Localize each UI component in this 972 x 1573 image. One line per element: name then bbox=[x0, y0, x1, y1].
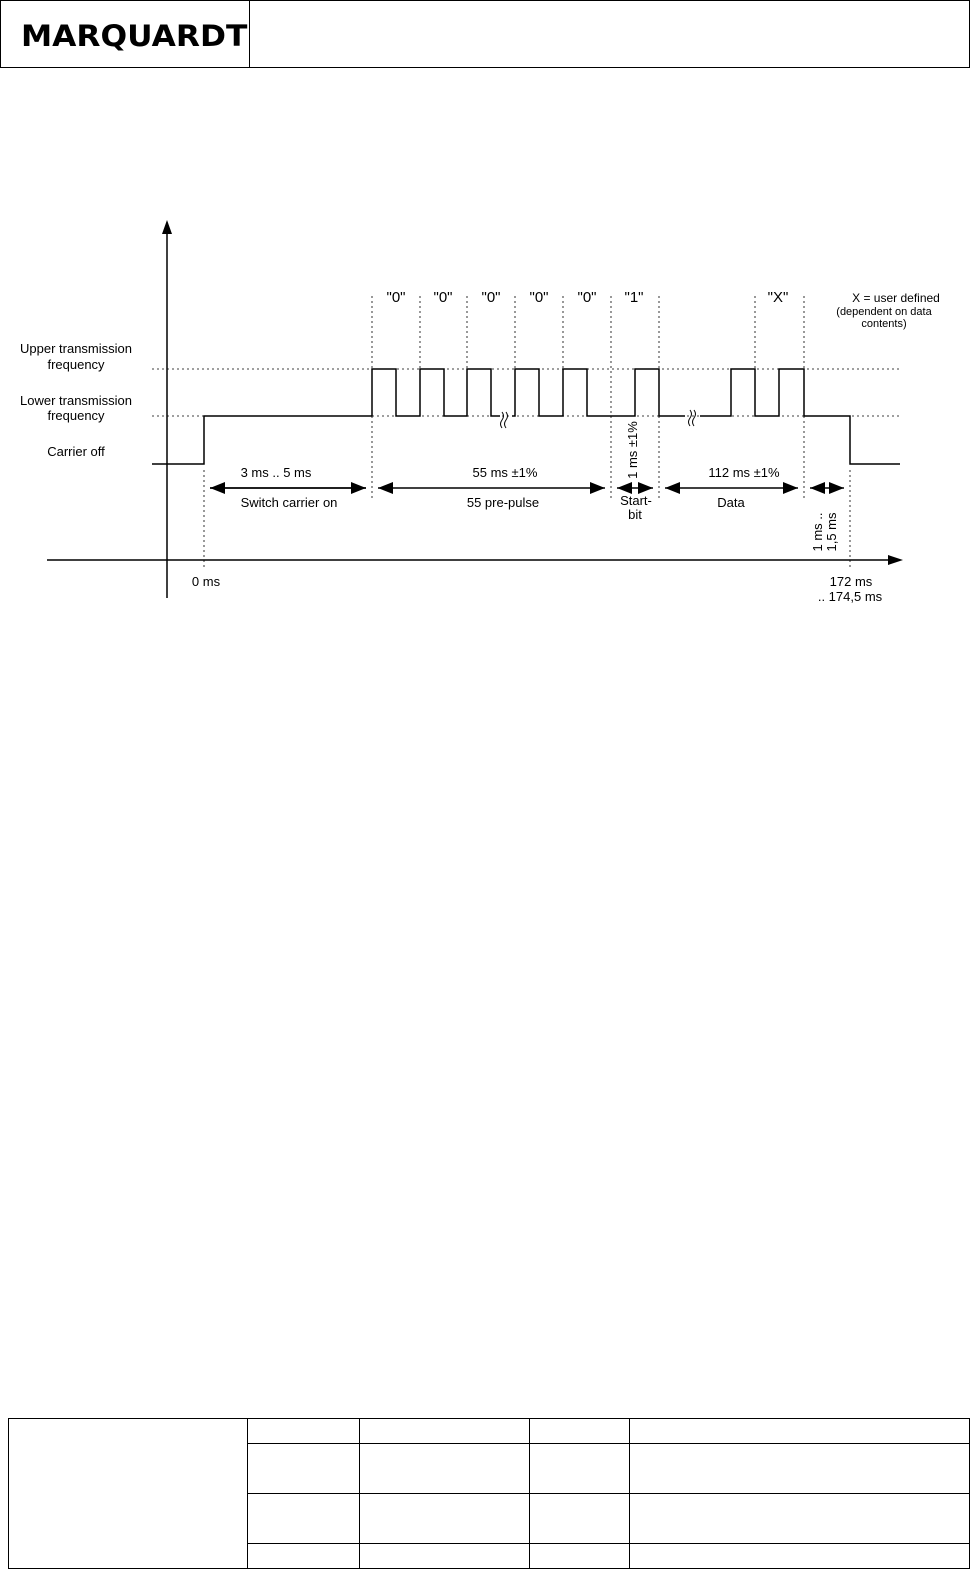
footer-table bbox=[247, 1419, 969, 1568]
table-row bbox=[248, 1419, 970, 1444]
bit-separators bbox=[204, 296, 850, 570]
time-end-2: .. 174,5 ms bbox=[817, 589, 883, 604]
table-cell bbox=[630, 1543, 970, 1568]
signal-waveform-2 bbox=[512, 369, 685, 416]
logo-cell bbox=[1, 1, 250, 67]
bit-label: "X" bbox=[767, 289, 789, 306]
table-cell bbox=[530, 1493, 630, 1543]
table-cell bbox=[248, 1419, 360, 1444]
phase-switch-on: Switch carrier on bbox=[240, 495, 338, 510]
table-cell bbox=[360, 1543, 530, 1568]
table-cell bbox=[530, 1419, 630, 1444]
upper-level-label: Upper transmission bbox=[20, 341, 132, 356]
document-header bbox=[0, 0, 970, 68]
table-cell bbox=[360, 1419, 530, 1444]
footer-left-cell bbox=[9, 1419, 247, 1568]
document-footer bbox=[8, 1418, 970, 1569]
bit-label: "1" bbox=[624, 289, 644, 306]
table-cell bbox=[248, 1543, 360, 1568]
end-duration-2: 1,5 ms bbox=[824, 512, 839, 552]
table-cell bbox=[630, 1493, 970, 1543]
startbit-duration: 1 ms ±1% bbox=[625, 421, 640, 479]
end-duration: 1 ms .. bbox=[810, 512, 825, 552]
table-cell bbox=[248, 1493, 360, 1543]
data-duration: 112 ms ±1% bbox=[708, 465, 780, 480]
x-axis-arrow-icon bbox=[888, 555, 903, 565]
bit-label: "0" bbox=[433, 289, 453, 306]
table-cell bbox=[630, 1419, 970, 1444]
phase-startbit: Start- bbox=[620, 493, 652, 508]
phase-startbit-2: bit bbox=[628, 507, 642, 522]
y-axis-arrow-icon bbox=[162, 220, 172, 234]
bit-label: "0" bbox=[577, 289, 597, 306]
phase-data: Data bbox=[717, 495, 745, 510]
time-end: 172 ms bbox=[829, 574, 873, 589]
legend-note bbox=[836, 291, 940, 330]
table-row bbox=[248, 1493, 970, 1543]
phase-prepulse: 55 pre-pulse bbox=[466, 495, 540, 510]
table-cell bbox=[248, 1444, 360, 1494]
table-cell bbox=[530, 1444, 630, 1494]
company-logo: MARQUARDT bbox=[21, 19, 248, 53]
table-cell bbox=[360, 1493, 530, 1543]
table-cell bbox=[530, 1543, 630, 1568]
switch-on-duration: 3 ms .. 5 ms bbox=[240, 465, 312, 480]
table-cell bbox=[360, 1444, 530, 1494]
carrier-off-label: Carrier off bbox=[47, 444, 105, 459]
signal-waveform-3 bbox=[700, 369, 900, 464]
upper-level-label-2: frequency bbox=[47, 357, 105, 372]
bit-label: "0" bbox=[481, 289, 501, 306]
table-cell bbox=[630, 1444, 970, 1494]
svg-text:X = user defined: X = user defined bbox=[852, 291, 940, 305]
time-start: 0 ms bbox=[191, 574, 221, 589]
table-row bbox=[248, 1444, 970, 1494]
svg-text:contents): contents) bbox=[861, 318, 907, 330]
timing-diagram bbox=[0, 200, 972, 620]
table-row bbox=[248, 1543, 970, 1568]
prepulse-duration: 55 ms ±1% bbox=[472, 465, 538, 480]
lower-level-label: Lower transmission bbox=[20, 393, 132, 408]
bit-label: "0" bbox=[386, 289, 406, 306]
bit-label: "0" bbox=[529, 289, 549, 306]
signal-waveform bbox=[152, 369, 500, 464]
break-mark-icon bbox=[501, 410, 696, 428]
svg-text:(dependent on data: (dependent on data bbox=[836, 306, 932, 318]
lower-level-label-2: frequency bbox=[47, 408, 105, 423]
